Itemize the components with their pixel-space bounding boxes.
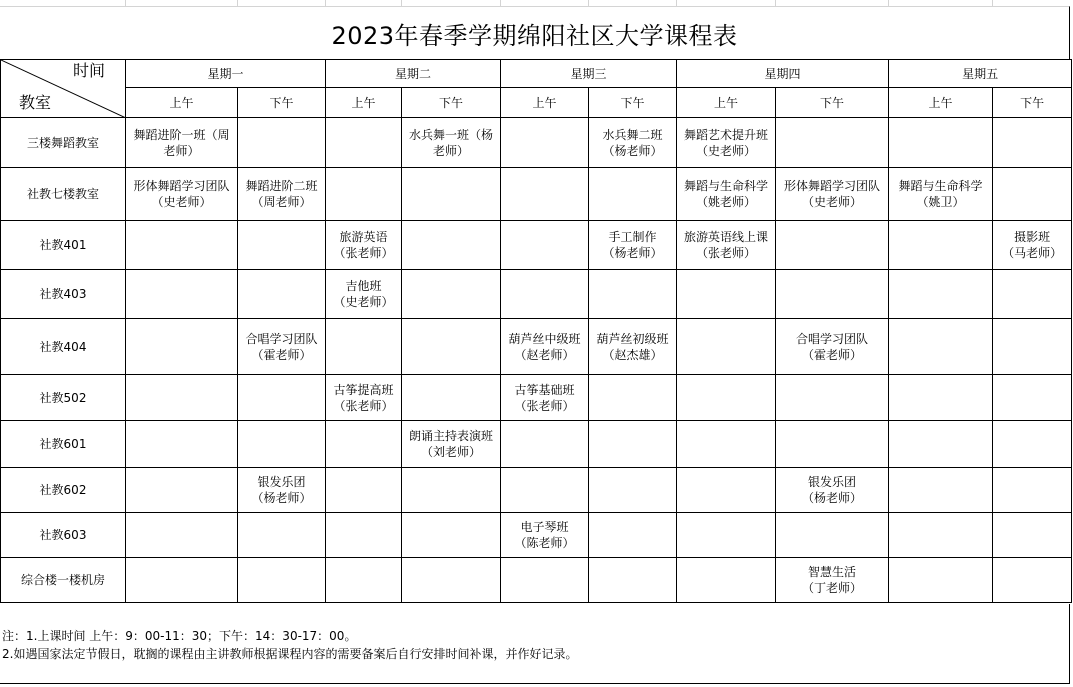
half-header-am[interactable]: 上午 bbox=[889, 88, 993, 118]
room-cell[interactable]: 社教502 bbox=[1, 375, 126, 421]
course-cell[interactable] bbox=[776, 270, 889, 319]
course-cell[interactable] bbox=[993, 319, 1072, 375]
course-cell[interactable] bbox=[589, 168, 677, 221]
course-cell[interactable] bbox=[677, 421, 776, 468]
sheet-title[interactable]: 2023年春季学期绵阳社区大学课程表 bbox=[0, 6, 1070, 59]
course-name: 银发乐团 bbox=[257, 475, 306, 489]
course-teacher: （张老师） bbox=[514, 398, 575, 413]
notes-block bbox=[0, 604, 1070, 684]
corner-header-cell[interactable] bbox=[1, 60, 126, 118]
course-cell[interactable] bbox=[126, 270, 238, 319]
course-name: 摄影班 bbox=[1014, 230, 1051, 244]
course-name: 朗诵主持表演班 bbox=[409, 429, 494, 443]
day-header-thu[interactable]: 星期四 bbox=[677, 60, 889, 88]
note-line[interactable]: 2.如遇国家法定节假日，耽搁的课程由主讲教师根据课程内容的需要备案后自行安排时间补课，并作好记录。 bbox=[2, 647, 578, 661]
course-teacher: （史老师） bbox=[696, 143, 757, 158]
course-cell[interactable] bbox=[238, 319, 326, 375]
day-header-tue[interactable]: 星期二 bbox=[326, 60, 501, 88]
half-header-am[interactable]: 上午 bbox=[677, 88, 776, 118]
course-name: 智慧生活 bbox=[808, 565, 857, 579]
course-cell[interactable] bbox=[993, 221, 1072, 270]
course-teacher: （丁老师） bbox=[802, 581, 863, 595]
course-cell[interactable] bbox=[501, 319, 589, 375]
course-teacher: （史老师） bbox=[802, 195, 863, 209]
course-cell[interactable] bbox=[501, 375, 589, 421]
course-cell[interactable] bbox=[326, 270, 402, 319]
half-header-pm[interactable]: 下午 bbox=[402, 88, 501, 118]
course-name: 合唱学习团队 bbox=[796, 331, 869, 346]
course-name: 舞蹈进阶一班（周 bbox=[133, 127, 230, 142]
course-cell[interactable] bbox=[326, 513, 402, 558]
course-name: 舞蹈进阶二班 bbox=[245, 179, 318, 193]
course-cell[interactable] bbox=[501, 513, 589, 558]
course-cell[interactable] bbox=[501, 468, 589, 513]
table-row bbox=[1, 558, 1072, 603]
day-header-fri[interactable]: 星期五 bbox=[889, 60, 1072, 88]
course-teacher: （杨老师） bbox=[602, 246, 663, 260]
course-cell[interactable] bbox=[402, 421, 501, 468]
course-cell[interactable] bbox=[126, 513, 238, 558]
course-cell[interactable] bbox=[126, 375, 238, 421]
course-cell[interactable] bbox=[776, 168, 889, 221]
room-cell[interactable]: 三楼舞蹈教室 bbox=[1, 118, 126, 168]
course-cell[interactable] bbox=[402, 270, 501, 319]
schedule-table bbox=[0, 59, 1072, 603]
course-name: 古筝基础班 bbox=[514, 382, 575, 397]
course-cell[interactable] bbox=[776, 319, 889, 375]
table-row bbox=[1, 319, 1072, 375]
course-name: 电子琴班 bbox=[520, 520, 569, 534]
course-cell[interactable] bbox=[677, 558, 776, 603]
course-cell[interactable] bbox=[776, 375, 889, 421]
course-teacher: （霍老师） bbox=[251, 347, 312, 362]
course-cell[interactable] bbox=[993, 270, 1072, 319]
course-cell[interactable] bbox=[126, 421, 238, 468]
course-cell[interactable] bbox=[326, 468, 402, 513]
room-cell[interactable]: 综合楼一楼机房 bbox=[1, 558, 126, 603]
course-cell[interactable] bbox=[126, 118, 238, 168]
course-cell[interactable] bbox=[889, 270, 993, 319]
course-cell[interactable] bbox=[776, 468, 889, 513]
course-name: 水兵舞二班 bbox=[602, 127, 663, 142]
course-cell[interactable] bbox=[501, 558, 589, 603]
course-cell[interactable] bbox=[677, 168, 776, 221]
course-cell[interactable] bbox=[326, 118, 402, 168]
course-cell[interactable] bbox=[238, 118, 326, 168]
course-cell[interactable] bbox=[126, 468, 238, 513]
course-name: 形体舞蹈学习团队 bbox=[133, 179, 230, 193]
course-cell[interactable] bbox=[993, 421, 1072, 468]
room-cell[interactable]: 社教404 bbox=[1, 319, 126, 375]
course-cell[interactable] bbox=[889, 468, 993, 513]
course-teacher: （赵老师） bbox=[514, 347, 575, 362]
course-name: 旅游英语线上课 bbox=[684, 230, 769, 244]
course-cell[interactable] bbox=[238, 421, 326, 468]
course-cell[interactable] bbox=[326, 319, 402, 375]
course-teacher: 老师） bbox=[163, 143, 200, 158]
course-cell[interactable] bbox=[501, 118, 589, 168]
course-cell[interactable] bbox=[993, 375, 1072, 421]
course-teacher: （姚老师） bbox=[696, 195, 757, 209]
course-teacher: （姚卫） bbox=[916, 195, 965, 209]
course-cell[interactable] bbox=[326, 558, 402, 603]
course-teacher: （史老师） bbox=[151, 195, 212, 209]
course-cell[interactable] bbox=[776, 221, 889, 270]
course-teacher: （张老师） bbox=[333, 398, 394, 413]
course-cell[interactable] bbox=[238, 168, 326, 221]
table-row bbox=[1, 168, 1072, 221]
course-cell[interactable] bbox=[238, 468, 326, 513]
course-teacher: （赵杰雄） bbox=[602, 347, 663, 362]
course-cell[interactable] bbox=[238, 270, 326, 319]
course-cell[interactable] bbox=[326, 421, 402, 468]
course-name: 合唱学习团队 bbox=[245, 331, 318, 346]
course-cell[interactable] bbox=[776, 118, 889, 168]
course-cell[interactable] bbox=[126, 221, 238, 270]
course-cell[interactable] bbox=[238, 221, 326, 270]
day-header-mon[interactable]: 星期一 bbox=[126, 60, 326, 88]
course-cell[interactable] bbox=[589, 468, 677, 513]
course-cell[interactable] bbox=[501, 270, 589, 319]
half-header-pm[interactable]: 下午 bbox=[776, 88, 889, 118]
course-teacher: （史老师） bbox=[333, 295, 394, 309]
course-cell[interactable] bbox=[889, 168, 993, 221]
course-cell[interactable] bbox=[126, 558, 238, 603]
course-cell[interactable] bbox=[238, 558, 326, 603]
corner-room-label: 教室 bbox=[19, 93, 52, 112]
course-cell[interactable] bbox=[589, 221, 677, 270]
course-cell[interactable] bbox=[677, 375, 776, 421]
course-cell[interactable] bbox=[677, 513, 776, 558]
table-row bbox=[1, 375, 1072, 421]
course-cell[interactable] bbox=[402, 513, 501, 558]
room-cell[interactable]: 社教603 bbox=[1, 513, 126, 558]
course-cell[interactable] bbox=[402, 319, 501, 375]
course-cell[interactable] bbox=[326, 168, 402, 221]
course-cell[interactable] bbox=[776, 421, 889, 468]
course-cell[interactable] bbox=[677, 319, 776, 375]
course-cell[interactable] bbox=[776, 513, 889, 558]
course-cell[interactable] bbox=[326, 221, 402, 270]
course-name: 手工制作 bbox=[608, 230, 657, 244]
course-cell[interactable] bbox=[889, 221, 993, 270]
course-cell[interactable] bbox=[402, 375, 501, 421]
room-cell[interactable]: 社教401 bbox=[1, 221, 126, 270]
course-cell[interactable] bbox=[126, 168, 238, 221]
note-line[interactable]: 注：1.上课时间 上午：9：00-11：30；下午：14：30-17：00。 bbox=[2, 629, 357, 643]
course-cell[interactable] bbox=[326, 375, 402, 421]
room-cell[interactable]: 社教602 bbox=[1, 468, 126, 513]
course-cell[interactable] bbox=[677, 468, 776, 513]
course-cell[interactable] bbox=[677, 221, 776, 270]
course-teacher: （陈老师） bbox=[514, 536, 575, 550]
course-cell[interactable] bbox=[402, 558, 501, 603]
half-header-pm[interactable]: 下午 bbox=[238, 88, 326, 118]
course-teacher: （杨老师） bbox=[251, 491, 312, 505]
course-cell[interactable] bbox=[889, 319, 993, 375]
course-name: 葫芦丝初级班 bbox=[596, 331, 669, 346]
corner-time-label: 时间 bbox=[72, 61, 105, 80]
course-teacher: （霍老师） bbox=[802, 347, 863, 362]
course-cell[interactable] bbox=[238, 375, 326, 421]
course-name: 银发乐团 bbox=[808, 475, 857, 489]
course-teacher: （杨老师） bbox=[802, 491, 863, 505]
course-cell[interactable] bbox=[501, 221, 589, 270]
course-cell[interactable] bbox=[589, 421, 677, 468]
half-header-am[interactable]: 上午 bbox=[326, 88, 402, 118]
course-teacher: （张老师） bbox=[696, 246, 757, 260]
course-cell[interactable] bbox=[589, 513, 677, 558]
table-row bbox=[1, 513, 1072, 558]
course-teacher: （马老师） bbox=[1002, 246, 1063, 260]
course-cell[interactable] bbox=[993, 513, 1072, 558]
course-cell[interactable] bbox=[889, 421, 993, 468]
course-cell[interactable] bbox=[126, 319, 238, 375]
half-header-am[interactable]: 上午 bbox=[126, 88, 238, 118]
course-cell[interactable] bbox=[501, 421, 589, 468]
course-name: 水兵舞一班（杨 bbox=[409, 127, 494, 142]
table-row bbox=[1, 468, 1072, 513]
course-cell[interactable] bbox=[589, 319, 677, 375]
course-cell[interactable] bbox=[889, 513, 993, 558]
course-cell[interactable] bbox=[889, 375, 993, 421]
course-cell[interactable] bbox=[776, 558, 889, 603]
course-name: 吉他班 bbox=[345, 279, 382, 293]
course-name: 舞蹈艺术提升班 bbox=[684, 127, 769, 142]
course-cell[interactable] bbox=[589, 558, 677, 603]
table-row bbox=[1, 221, 1072, 270]
course-teacher: （张老师） bbox=[333, 246, 394, 260]
table-row bbox=[1, 118, 1072, 168]
course-name: 舞蹈与生命科学 bbox=[898, 179, 983, 193]
course-cell[interactable] bbox=[402, 118, 501, 168]
course-cell[interactable] bbox=[402, 468, 501, 513]
course-cell[interactable] bbox=[402, 221, 501, 270]
half-header-pm[interactable]: 下午 bbox=[993, 88, 1072, 118]
course-teacher: （杨老师） bbox=[602, 143, 663, 158]
day-header-wed[interactable]: 星期三 bbox=[501, 60, 677, 88]
course-name: 古筝提高班 bbox=[333, 382, 394, 397]
course-cell[interactable] bbox=[589, 375, 677, 421]
table-row bbox=[1, 270, 1072, 319]
course-teacher: 老师） bbox=[433, 143, 470, 158]
course-cell[interactable] bbox=[889, 118, 993, 168]
course-cell[interactable] bbox=[402, 168, 501, 221]
course-name: 舞蹈与生命科学 bbox=[684, 179, 769, 193]
course-cell[interactable] bbox=[993, 558, 1072, 603]
course-teacher: （周老师） bbox=[251, 195, 312, 209]
course-cell[interactable] bbox=[677, 118, 776, 168]
course-cell[interactable] bbox=[238, 513, 326, 558]
course-cell[interactable] bbox=[993, 118, 1072, 168]
room-cell[interactable]: 社教601 bbox=[1, 421, 126, 468]
course-name: 形体舞蹈学习团队 bbox=[784, 179, 881, 193]
course-teacher: （刘老师） bbox=[421, 445, 482, 459]
course-cell[interactable] bbox=[589, 270, 677, 319]
course-name: 葫芦丝中级班 bbox=[508, 331, 581, 346]
course-cell[interactable] bbox=[993, 168, 1072, 221]
room-cell[interactable]: 社教403 bbox=[1, 270, 126, 319]
course-name: 旅游英语 bbox=[339, 230, 388, 244]
course-cell[interactable] bbox=[501, 168, 589, 221]
half-header-am[interactable]: 上午 bbox=[501, 88, 589, 118]
course-cell[interactable] bbox=[993, 468, 1072, 513]
course-cell[interactable] bbox=[589, 118, 677, 168]
half-header-pm[interactable]: 下午 bbox=[589, 88, 677, 118]
course-cell[interactable] bbox=[677, 270, 776, 319]
room-cell[interactable]: 社教七楼教室 bbox=[1, 168, 126, 221]
course-cell[interactable] bbox=[889, 558, 993, 603]
table-row bbox=[1, 421, 1072, 468]
